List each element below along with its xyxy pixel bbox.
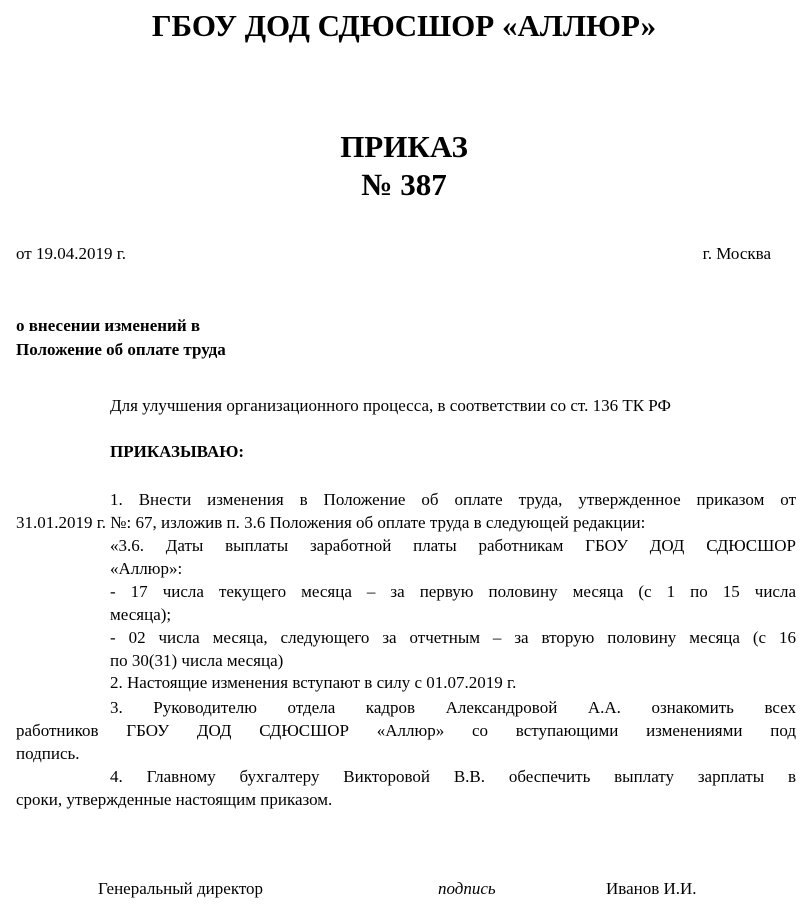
order-word: ПРИКАЗЫВАЮ: (110, 442, 245, 461)
item-line: 3. Руководителю отдела кадров Александровой А.А. ознакомить всех (110, 698, 796, 717)
order-item-1 (16, 488, 796, 534)
item-line: 4. Главному бухгалтеру Викторовой В.В. обеспечить выплату зарплаты в (110, 767, 796, 786)
quote-line: - 02 числа месяца, следующего за отчетным – за вторую половину месяца (с 16 (110, 628, 796, 647)
document-city: г. Москва (702, 244, 771, 263)
quoted-clause (110, 534, 796, 672)
signatory-name: Иванов И.И. (606, 879, 697, 898)
quote-line: - 17 числа текущего месяца – за первую половину месяца (с 1 по 15 числа (110, 582, 796, 601)
order-item-2: 2. Настоящие изменения вступают в силу с 01.07.2019 г. (110, 673, 517, 692)
signature: подпись (438, 879, 496, 898)
document-title (0, 128, 808, 204)
document-subject (16, 314, 226, 362)
document-type: ПРИКАЗ (340, 129, 468, 164)
subject-line: о внесении изменений в (16, 316, 201, 335)
item-line: сроки, утвержденные настоящим приказом. (16, 790, 333, 809)
quote-line: по 30(31) числа месяца) (110, 651, 284, 670)
signatory-position: Генеральный директор (98, 879, 264, 898)
quote-line: месяца); (110, 605, 172, 624)
organization-name: ГБОУ ДОД СДЮСШОР «АЛЛЮР» (151, 8, 657, 43)
document-date: от 19.04.2019 г. (16, 244, 127, 263)
order-item-3 (16, 696, 796, 765)
item-line: работников ГБОУ ДОД СДЮСШОР «Аллюр» со вступающими изменениями под (16, 721, 796, 740)
item-line: 31.01.2019 г. №: 67, изложив п. 3.6 Положения об оплате труда в следующей редакции: (16, 513, 646, 532)
subject-line: Положение об оплате труда (16, 340, 226, 359)
quote-line: «Аллюр»: (110, 559, 183, 578)
item-line: подпись. (16, 744, 80, 763)
document-number: № 387 (361, 167, 447, 202)
quote-line: «3.6. Даты выплаты заработной платы работникам ГБОУ ДОД СДЮСШОР (110, 536, 796, 555)
preamble: Для улучшения организационного процесса, в соответствии со ст. 136 ТК РФ (110, 396, 671, 415)
item-line: 1. Внести изменения в Положение об оплате труда, утвержденное приказом от (110, 490, 796, 509)
order-item-4 (16, 765, 796, 811)
